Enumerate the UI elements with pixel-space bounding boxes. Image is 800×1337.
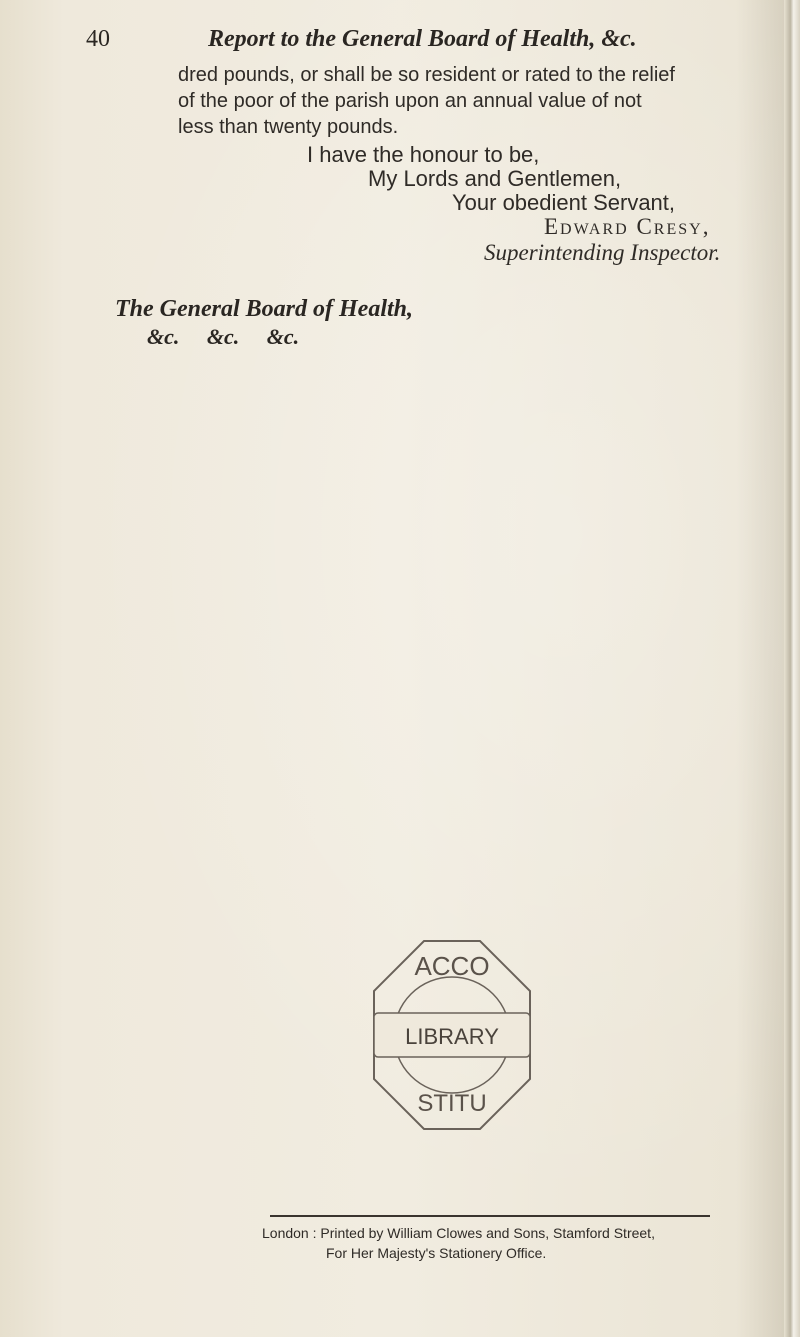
library-stamp <box>352 935 552 1135</box>
closing-line-2: My Lords and Gentlemen, <box>368 166 622 191</box>
addressee-etc: &c. &c. &c. <box>147 324 300 349</box>
imprint-line-1: London : Printed by William Clowes and Sons, Stamford Street, <box>262 1225 655 1241</box>
running-head <box>86 26 726 56</box>
library-stamp-graphic <box>352 935 552 1135</box>
addressee-line: The General Board of Health, <box>115 296 413 322</box>
stamp-center-text: LIBRARY <box>405 1024 499 1049</box>
body-line: less than twenty pounds. <box>178 116 399 138</box>
body-paragraph <box>178 62 778 140</box>
signatory-title: Superintending Inspector. <box>484 240 721 265</box>
closing-line-1: I have the honour to be, <box>307 142 540 167</box>
imprint-line-2: For Her Majesty's Stationery Office. <box>326 1245 547 1261</box>
body-line: dred pounds, or shall be so resident or rated to the relief <box>178 64 675 86</box>
signatory-name: Edward Cresy, <box>544 214 711 239</box>
running-head-title: Report to the General Board of Health, &c. <box>208 26 637 52</box>
body-line: of the poor of the parish upon an annual value of not <box>178 90 642 112</box>
imprint-rule <box>270 1215 710 1217</box>
stamp-bottom-text: STITU <box>417 1090 487 1117</box>
page-number: 40 <box>86 26 110 52</box>
closing-line-3: Your obedient Servant, <box>452 190 676 215</box>
page-edge <box>784 0 800 1337</box>
printer-imprint <box>262 1223 732 1263</box>
stamp-top-text: ACCO <box>414 951 490 981</box>
